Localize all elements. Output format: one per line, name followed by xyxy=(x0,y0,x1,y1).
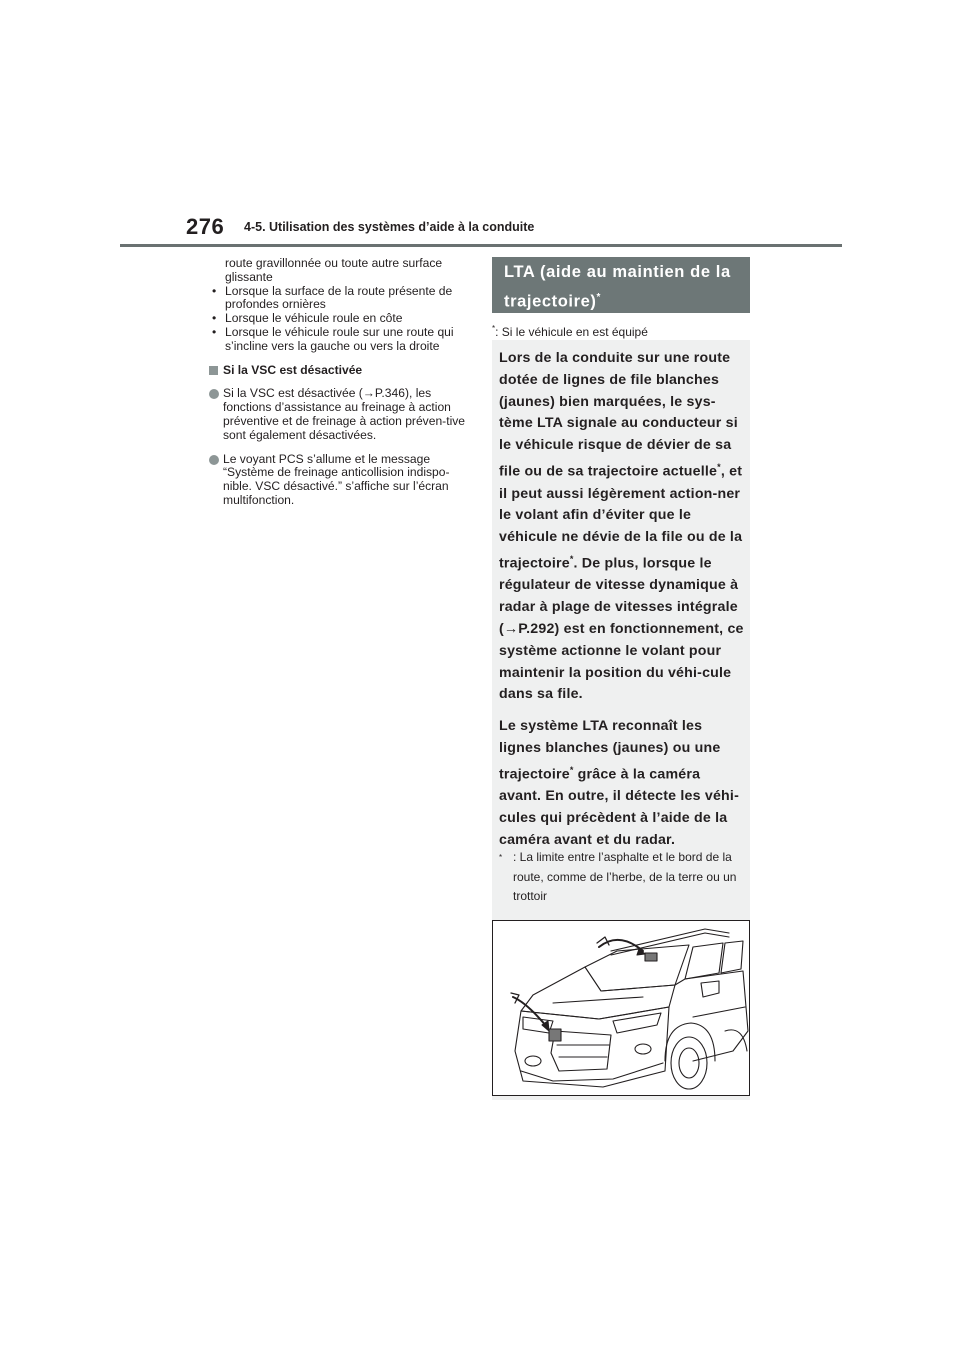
asterisk-mark: * xyxy=(717,461,721,472)
subheading xyxy=(209,364,467,378)
lta-paragraph-2 xyxy=(499,716,744,852)
subheading-text: Si la VSC est désactivée xyxy=(223,362,363,377)
paragraph-text: , et il peut aussi légèrement action-ner le volant afin d’éviter que le véhicule ne dévie de la file ou de la trajectoire xyxy=(499,463,743,572)
square-marker-icon xyxy=(209,366,218,375)
footnote-text: : La limite entre l’asphalte et le bord de la route, comme de l’herbe, de la terre ou un trottoir xyxy=(513,850,737,903)
page-number: 276 xyxy=(186,214,225,239)
point-text: Le voyant PCS s’allume et le message “Système de freinage anticollision indispo-nible. VSC désactivé.” s’affiche sur l’écran multifonction. xyxy=(223,451,450,507)
point-item xyxy=(209,387,467,442)
asterisk-mark: * xyxy=(492,324,496,333)
trajectory-footnote xyxy=(499,848,744,907)
header-rule xyxy=(120,244,842,247)
section-title: 4-5. Utilisation des systèmes d’aide à la conduite xyxy=(244,220,535,234)
circle-marker-icon xyxy=(209,455,219,465)
lta-heading-box xyxy=(492,257,750,313)
asterisk-mark: * xyxy=(596,292,601,303)
list-item xyxy=(209,326,467,354)
vehicle-illustration xyxy=(492,920,750,1096)
footnote-row xyxy=(499,848,744,907)
circle-marker-icon xyxy=(209,389,219,399)
left-column xyxy=(209,257,467,508)
point-text: Si la VSC est désactivée (→P.346), les fonctions d’assistance au freinage à action préventive et de freinage à action préven-tive sont également désactivées. xyxy=(223,386,466,442)
paragraph-text: . De plus, lorsque le régulateur de vitesse dynamique à radar à plage de vitesses intégrale (→P.292) est en fonctionnement, ce système actionne le volant pour maintenir la position du véhi-cule dans sa file. xyxy=(499,555,744,703)
list-item xyxy=(209,285,467,313)
list-item xyxy=(209,312,467,326)
bullet-icon: • xyxy=(212,324,217,339)
suv-camera-radar-icon xyxy=(493,921,749,1095)
list-item-text: Lorsque la surface de la route présente de profondes ornières xyxy=(225,283,453,312)
point-item xyxy=(209,453,467,508)
paragraph-text: grâce à la caméra avant. En outre, il détecte les véhi-cules qui précèdent à l’aide de la caméra avant et du radar. xyxy=(499,766,739,848)
lta-heading-line2: trajectoire) xyxy=(504,292,597,311)
list-item-text: Lorsque le véhicule roule en côte xyxy=(225,311,403,326)
asterisk-mark: * xyxy=(499,853,503,862)
asterisk-mark: * xyxy=(569,764,574,775)
lta-paragraph-1 xyxy=(499,348,744,706)
lta-heading-line1: LTA (aide au maintien de la xyxy=(504,263,731,281)
continuation-text: route gravillonnée ou toute autre surface glissante xyxy=(225,256,443,284)
equipped-footnote xyxy=(492,324,648,339)
paragraph-text: Le système LTA reconnaît les lignes blanches (jaunes) ou une trajectoire xyxy=(499,718,721,783)
footnote-marker xyxy=(499,848,502,872)
list-item-text: Lorsque le véhicule roule sur une route qui s’incline vers la gauche ou vers la droite xyxy=(225,324,454,353)
equipped-footnote-text: : Si le véhicule en est équipé xyxy=(495,325,648,339)
lta-description xyxy=(499,348,744,852)
bullet-icon: • xyxy=(212,311,217,326)
bullet-icon: • xyxy=(212,283,217,298)
asterisk-mark: * xyxy=(569,553,574,564)
paragraph-text: Lors de la conduite sur une route dotée de lignes de file blanches (jaunes) bien marquées, le sys-tème LTA signale au conducteur si le véhicule risque de dévier de sa file ou de sa trajectoire actuelle xyxy=(499,350,738,480)
